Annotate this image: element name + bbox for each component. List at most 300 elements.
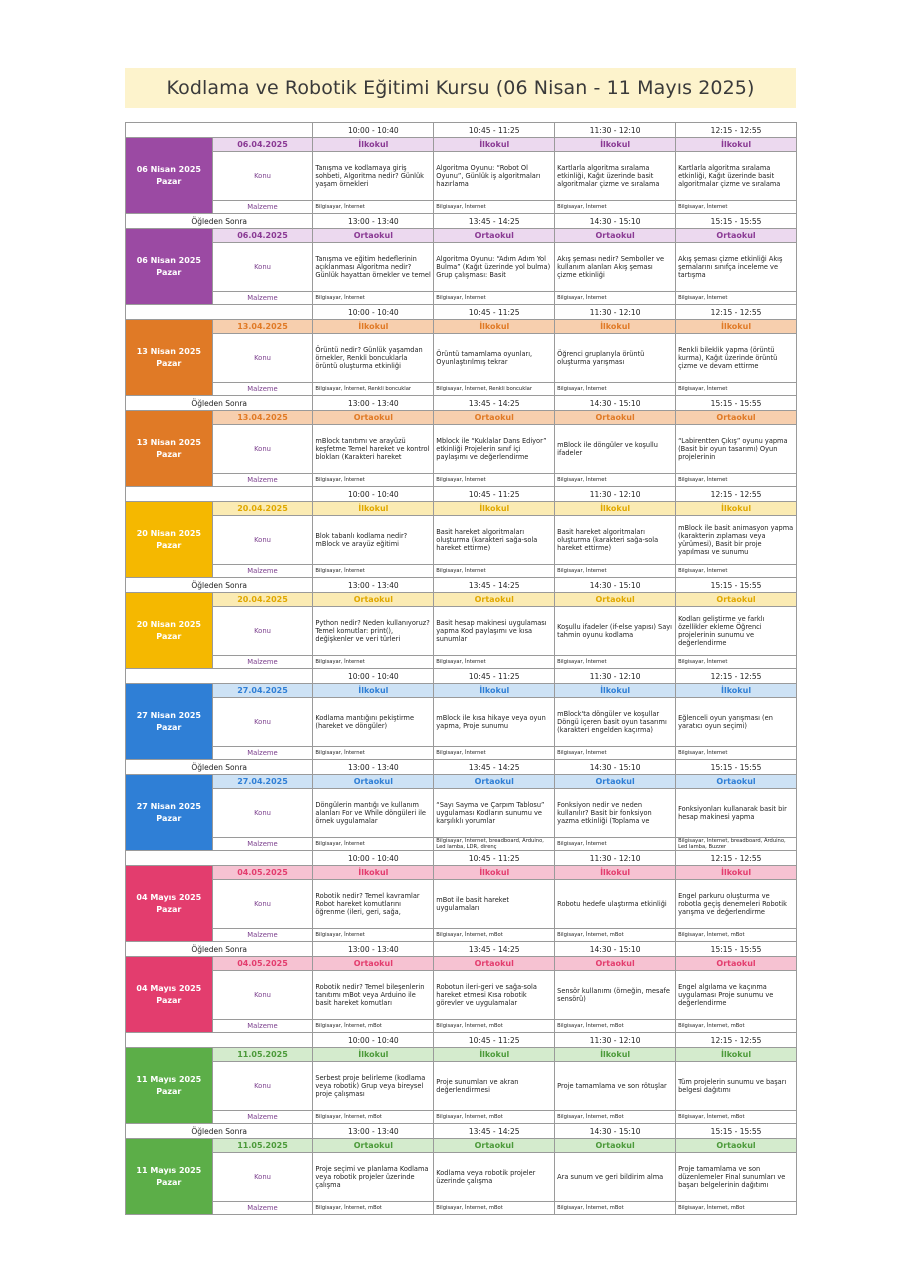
material-label: Malzeme [212, 474, 313, 487]
material-cell: Bilgisayar, İnternet [313, 565, 434, 578]
material-cell: Bilgisayar, İnternet [555, 292, 676, 305]
topic-cell: mBlock ile döngüler ve koşullu ifadeler [555, 425, 676, 474]
material-cell: Bilgisayar, İnternet [676, 747, 797, 760]
material-label: Malzeme [212, 383, 313, 396]
material-row [126, 383, 797, 396]
afternoon-label: Öğleden Sonra [126, 578, 313, 593]
level-label: İlkokul [555, 684, 676, 698]
day-cell: 11 Mayıs 2025 Pazar [126, 1048, 213, 1124]
topic-cell: “Labirentten Çıkış” oyunu yapma (Basit bir oyun tasarımı) Oyun projelerinin [676, 425, 797, 474]
day-cell: 27 Nisan 2025 Pazar [126, 775, 213, 851]
topic-row [126, 1153, 797, 1202]
session-header-row [126, 502, 797, 516]
topic-cell: Basit hesap makinesi uygulaması yapma Kod paylaşımı ve kısa sunumlar [434, 607, 555, 656]
level-label: İlkokul [555, 866, 676, 880]
session-header-row [126, 866, 797, 880]
material-cell: Bilgisayar, İnternet [676, 656, 797, 669]
level-label: İlkokul [434, 320, 555, 334]
topic-cell: Proje seçimi ve planlama Kodlama veya robotik projeler üzerinde çalışma [313, 1153, 434, 1202]
level-label: Ortaokul [676, 593, 797, 607]
time-slot: 15:15 - 15:55 [676, 942, 797, 957]
level-label: Ortaokul [313, 775, 434, 789]
topic-row [126, 880, 797, 929]
time-slot: 14:30 - 15:10 [555, 214, 676, 229]
time-row-spacer [126, 487, 313, 502]
level-label: Ortaokul [313, 229, 434, 243]
session-date: 04.05.2025 [212, 866, 313, 880]
time-slot: 14:30 - 15:10 [555, 942, 676, 957]
topic-cell: Proje sunumları ve akran değerlendirmesi [434, 1062, 555, 1111]
level-label: İlkokul [676, 502, 797, 516]
level-label: Ortaokul [676, 229, 797, 243]
page-title: Kodlama ve Robotik Eğitimi Kursu (06 Nisan - 11 Mayıs 2025) [166, 77, 755, 99]
time-slot: 13:00 - 13:40 [313, 760, 434, 775]
time-row [126, 1124, 797, 1139]
material-cell: Bilgisayar, İnternet [676, 474, 797, 487]
topic-row [126, 1062, 797, 1111]
time-slot: 15:15 - 15:55 [676, 578, 797, 593]
material-cell: Bilgisayar, İnternet [434, 656, 555, 669]
topic-cell: Robotu hedefe ulaştırma etkinliği [555, 880, 676, 929]
time-slot: 10:45 - 11:25 [434, 305, 555, 320]
level-label: İlkokul [313, 502, 434, 516]
session-header-row [126, 1139, 797, 1153]
topic-cell: Engel algılama ve kaçınma uygulaması Proje sunumu ve değerlendirme [676, 971, 797, 1020]
time-row [126, 214, 797, 229]
material-row [126, 1111, 797, 1124]
time-slot: 10:00 - 10:40 [313, 305, 434, 320]
topic-cell: Tanışma ve eğitim hedeflerinin açıklanması Algoritma nedir? Günlük hayattan örnekler ve temel [313, 243, 434, 292]
topic-label: Konu [212, 698, 313, 747]
topic-cell: Robotun ileri-geri ve sağa-sola hareket etmesi Kısa robotik görevler ve uygulamalar [434, 971, 555, 1020]
topic-cell: Mblock ile “Kuklalar Dans Ediyor” etkinliği Projelerin sınıf içi paylaşımı ve değerlendirme [434, 425, 555, 474]
topic-cell: Eğlenceli oyun yarışması (en yaratıcı oyun seçimi) [676, 698, 797, 747]
session-header-row [126, 1048, 797, 1062]
topic-row [126, 607, 797, 656]
day-cell: 20 Nisan 2025 Pazar [126, 502, 213, 578]
material-cell: Bilgisayar, İnternet, breadboard, Arduino, Led lamba, Buzzer [676, 838, 797, 851]
material-cell: Bilgisayar, İnternet, mBot [313, 1020, 434, 1033]
level-label: İlkokul [434, 138, 555, 152]
material-label: Malzeme [212, 1111, 313, 1124]
material-cell: Bilgisayar, İnternet, mBot [555, 929, 676, 942]
material-label: Malzeme [212, 1202, 313, 1215]
time-row-spacer [126, 669, 313, 684]
session-header-row [126, 593, 797, 607]
topic-row [126, 243, 797, 292]
topic-cell: Fonksiyonları kullanarak basit bir hesap makinesi yapma [676, 789, 797, 838]
topic-row [126, 971, 797, 1020]
level-label: İlkokul [313, 684, 434, 698]
level-label: İlkokul [434, 866, 555, 880]
level-label: Ortaokul [555, 411, 676, 425]
topic-cell: Sensör kullanımı (örneğin, mesafe sensörü) [555, 971, 676, 1020]
material-cell: Bilgisayar, İnternet [676, 201, 797, 214]
time-slot: 10:45 - 11:25 [434, 851, 555, 866]
level-label: Ortaokul [555, 593, 676, 607]
material-cell: Bilgisayar, İnternet [555, 656, 676, 669]
material-row [126, 292, 797, 305]
topic-cell: Kodlama mantığını pekiştirme (hareket ve döngüler) [313, 698, 434, 747]
time-slot: 12:15 - 12:55 [676, 487, 797, 502]
topic-cell: “Sayı Sayma ve Çarpım Tablosu” uygulaması Kodların sunumu ve karşılıklı yorumlar [434, 789, 555, 838]
time-slot: 13:00 - 13:40 [313, 1124, 434, 1139]
schedule-table [125, 122, 797, 1215]
topic-cell: Algoritma Oyunu: “Robot Ol Oyunu”, Günlük iş algoritmaları hazırlama [434, 152, 555, 201]
material-cell: Bilgisayar, İnternet [313, 838, 434, 851]
level-label: İlkokul [555, 1048, 676, 1062]
time-slot: 13:00 - 13:40 [313, 942, 434, 957]
time-row [126, 305, 797, 320]
level-label: Ortaokul [313, 957, 434, 971]
level-label: İlkokul [434, 502, 555, 516]
session-header-row [126, 138, 797, 152]
title-banner [125, 68, 796, 108]
time-slot: 10:45 - 11:25 [434, 1033, 555, 1048]
material-label: Malzeme [212, 747, 313, 760]
topic-row [126, 152, 797, 201]
topic-cell: Tanışma ve kodlamaya giriş sohbeti, Algoritma nedir? Günlük yaşam örnekleri [313, 152, 434, 201]
material-label: Malzeme [212, 201, 313, 214]
material-label: Malzeme [212, 292, 313, 305]
topic-cell: Kodları geliştirme ve farklı özellikler ekleme Öğrenci projelerinin sunumu ve değerlendirme [676, 607, 797, 656]
time-row [126, 578, 797, 593]
material-cell: Bilgisayar, İnternet [555, 201, 676, 214]
session-date: 11.05.2025 [212, 1048, 313, 1062]
time-slot: 14:30 - 15:10 [555, 396, 676, 411]
topic-cell: Örüntü tamamlama oyunları, Oyunlaştırılmış tekrar [434, 334, 555, 383]
material-cell: Bilgisayar, İnternet [555, 565, 676, 578]
level-label: Ortaokul [313, 411, 434, 425]
time-row [126, 851, 797, 866]
time-row-spacer [126, 305, 313, 320]
session-date: 20.04.2025 [212, 502, 313, 516]
session-date: 13.04.2025 [212, 411, 313, 425]
session-date: 20.04.2025 [212, 593, 313, 607]
day-cell: 27 Nisan 2025 Pazar [126, 684, 213, 760]
topic-cell: Döngülerin mantığı ve kullanım alanları For ve While döngüleri ile örnek uygulamalar [313, 789, 434, 838]
material-cell: Bilgisayar, İnternet, mBot [313, 1202, 434, 1215]
topic-label: Konu [212, 880, 313, 929]
session-date: 13.04.2025 [212, 320, 313, 334]
material-cell: Bilgisayar, İnternet [676, 383, 797, 396]
material-cell: Bilgisayar, İnternet, mBot [434, 929, 555, 942]
time-slot: 13:45 - 14:25 [434, 1124, 555, 1139]
level-label: İlkokul [313, 866, 434, 880]
level-label: Ortaokul [555, 1139, 676, 1153]
day-cell: 13 Nisan 2025 Pazar [126, 411, 213, 487]
time-slot: 10:00 - 10:40 [313, 487, 434, 502]
time-row [126, 123, 797, 138]
topic-cell: Robotik nedir? Temel bileşenlerin tanıtımı mBot veya Arduino ile basit hareket komutları [313, 971, 434, 1020]
topic-cell: Basit hareket algoritmaları oluşturma (karakteri sağa-sola hareket ettirme) [434, 516, 555, 565]
level-label: İlkokul [676, 866, 797, 880]
session-header-row [126, 320, 797, 334]
time-slot: 13:45 - 14:25 [434, 760, 555, 775]
topic-label: Konu [212, 152, 313, 201]
day-cell: 04 Mayıs 2025 Pazar [126, 866, 213, 942]
material-cell: Bilgisayar, İnternet, mBot [676, 929, 797, 942]
topic-label: Konu [212, 1153, 313, 1202]
time-slot: 15:15 - 15:55 [676, 1124, 797, 1139]
time-row-spacer [126, 1033, 313, 1048]
material-cell: Bilgisayar, İnternet [676, 565, 797, 578]
material-row [126, 1202, 797, 1215]
topic-label: Konu [212, 1062, 313, 1111]
topic-cell: Proje tamamlama ve son düzenlemeler Final sunumları ve başarı belgelerinin dağıtımı [676, 1153, 797, 1202]
material-cell: Bilgisayar, İnternet, mBot [555, 1020, 676, 1033]
session-header-row [126, 411, 797, 425]
level-label: Ortaokul [434, 411, 555, 425]
material-cell: Bilgisayar, İnternet [434, 201, 555, 214]
level-label: İlkokul [434, 684, 555, 698]
time-slot: 14:30 - 15:10 [555, 578, 676, 593]
time-slot: 15:15 - 15:55 [676, 760, 797, 775]
session-header-row [126, 684, 797, 698]
material-cell: Bilgisayar, İnternet, mBot [434, 1202, 555, 1215]
level-label: İlkokul [555, 138, 676, 152]
topic-row [126, 516, 797, 565]
level-label: Ortaokul [434, 229, 555, 243]
topic-cell: Blok tabanlı kodlama nedir? mBlock ve arayüz eğitimi [313, 516, 434, 565]
material-cell: Bilgisayar, İnternet, mBot [676, 1111, 797, 1124]
level-label: Ortaokul [676, 957, 797, 971]
time-slot: 12:15 - 12:55 [676, 305, 797, 320]
topic-cell: Kartlarla algoritma sıralama etkinliği, Kağıt üzerinde basit algoritmalar çizme ve sıralama [676, 152, 797, 201]
time-slot: 11:30 - 12:10 [555, 305, 676, 320]
time-slot: 13:00 - 13:40 [313, 396, 434, 411]
topic-cell: Kartlarla algoritma sıralama etkinliği, Kağıt üzerinde basit algoritmalar çizme ve sıralama [555, 152, 676, 201]
session-date: 11.05.2025 [212, 1139, 313, 1153]
day-cell: 06 Nisan 2025 Pazar [126, 229, 213, 305]
session-header-row [126, 957, 797, 971]
time-slot: 12:15 - 12:55 [676, 851, 797, 866]
time-slot: 10:45 - 11:25 [434, 487, 555, 502]
topic-label: Konu [212, 334, 313, 383]
time-slot: 15:15 - 15:55 [676, 396, 797, 411]
topic-cell: mBlock ile basit animasyon yapma (karakterin zıplaması veya yürümesi), Basit bir proje yapılması ve sunumu [676, 516, 797, 565]
level-label: İlkokul [313, 320, 434, 334]
level-label: Ortaokul [676, 775, 797, 789]
material-cell: Bilgisayar, İnternet [434, 747, 555, 760]
time-row [126, 942, 797, 957]
time-slot: 12:15 - 12:55 [676, 1033, 797, 1048]
time-row [126, 487, 797, 502]
time-slot: 11:30 - 12:10 [555, 1033, 676, 1048]
session-date: 06.04.2025 [212, 138, 313, 152]
topic-cell: Akış şeması çizme etkinliği Akış şemalarını sınıfça inceleme ve tartışma [676, 243, 797, 292]
time-slot: 10:00 - 10:40 [313, 669, 434, 684]
time-row [126, 669, 797, 684]
time-slot: 13:00 - 13:40 [313, 578, 434, 593]
time-slot: 11:30 - 12:10 [555, 669, 676, 684]
topic-row [126, 425, 797, 474]
material-cell: Bilgisayar, İnternet [313, 474, 434, 487]
material-cell: Bilgisayar, İnternet, mBot [676, 1020, 797, 1033]
topic-cell: Tüm projelerin sunumu ve başarı belgesi dağıtımı [676, 1062, 797, 1111]
topic-cell: mBlock tanıtımı ve arayüzü keşfetme Temel hareket ve kontrol blokları (Karakteri hareket [313, 425, 434, 474]
topic-label: Konu [212, 425, 313, 474]
material-cell: Bilgisayar, İnternet, mBot [434, 1111, 555, 1124]
time-slot: 13:45 - 14:25 [434, 942, 555, 957]
time-slot: 13:45 - 14:25 [434, 396, 555, 411]
material-row [126, 929, 797, 942]
time-slot: 10:45 - 11:25 [434, 669, 555, 684]
material-cell: Bilgisayar, İnternet [313, 747, 434, 760]
afternoon-label: Öğleden Sonra [126, 214, 313, 229]
material-row [126, 656, 797, 669]
day-cell: 11 Mayıs 2025 Pazar [126, 1139, 213, 1215]
topic-cell: mBlock ile kısa hikaye veya oyun yapma, Proje sunumu [434, 698, 555, 747]
material-label: Malzeme [212, 565, 313, 578]
material-cell: Bilgisayar, İnternet, mBot [555, 1111, 676, 1124]
level-label: Ortaokul [313, 1139, 434, 1153]
topic-cell: Basit hareket algoritmaları oluşturma (karakteri sağa-sola hareket ettirme) [555, 516, 676, 565]
session-date: 06.04.2025 [212, 229, 313, 243]
material-cell: Bilgisayar, İnternet [313, 292, 434, 305]
session-header-row [126, 775, 797, 789]
topic-cell: Kodlama veya robotik projeler üzerinde çalışma [434, 1153, 555, 1202]
material-cell: Bilgisayar, İnternet [313, 201, 434, 214]
time-slot: 12:15 - 12:55 [676, 123, 797, 138]
time-slot: 13:45 - 14:25 [434, 214, 555, 229]
material-cell: Bilgisayar, İnternet, mBot [434, 1020, 555, 1033]
topic-cell: Fonksiyon nedir ve neden kullanılır? Basit bir fonksiyon yazma etkinliği (Toplama ve [555, 789, 676, 838]
material-row [126, 1020, 797, 1033]
afternoon-label: Öğleden Sonra [126, 396, 313, 411]
level-label: İlkokul [676, 320, 797, 334]
topic-label: Konu [212, 789, 313, 838]
topic-cell: Algoritma Oyunu: “Adım Adım Yol Bulma” (Kağıt üzerinde yol bulma) Grup çalışması: Basit [434, 243, 555, 292]
level-label: İlkokul [313, 138, 434, 152]
day-cell: 04 Mayıs 2025 Pazar [126, 957, 213, 1033]
time-slot: 11:30 - 12:10 [555, 123, 676, 138]
time-slot: 10:00 - 10:40 [313, 1033, 434, 1048]
topic-label: Konu [212, 243, 313, 292]
level-label: İlkokul [555, 502, 676, 516]
topic-cell: Proje tamamlama ve son rötuşlar [555, 1062, 676, 1111]
time-row [126, 396, 797, 411]
level-label: İlkokul [676, 684, 797, 698]
level-label: Ortaokul [434, 957, 555, 971]
topic-row [126, 334, 797, 383]
material-row [126, 201, 797, 214]
time-row-spacer [126, 851, 313, 866]
material-cell: Bilgisayar, İnternet [676, 292, 797, 305]
material-cell: Bilgisayar, İnternet [555, 838, 676, 851]
session-header-row [126, 229, 797, 243]
material-label: Malzeme [212, 838, 313, 851]
level-label: İlkokul [676, 138, 797, 152]
topic-cell: Örüntü nedir? Günlük yaşamdan örnekler, Renkli boncuklarla örüntü oluşturma etkinliği [313, 334, 434, 383]
topic-label: Konu [212, 607, 313, 656]
afternoon-label: Öğleden Sonra [126, 760, 313, 775]
level-label: Ortaokul [434, 1139, 555, 1153]
level-label: İlkokul [676, 1048, 797, 1062]
material-row [126, 565, 797, 578]
material-cell: Bilgisayar, İnternet [434, 565, 555, 578]
day-cell: 13 Nisan 2025 Pazar [126, 320, 213, 396]
level-label: Ortaokul [313, 593, 434, 607]
topic-cell: mBlock'ta döngüler ve koşullar Döngü içeren basit oyun tasarımı (karakteri engelden kaçırma) [555, 698, 676, 747]
topic-cell: Python nedir? Neden kullanıyoruz? Temel komutlar: print(), değişkenler ve veri türleri [313, 607, 434, 656]
material-label: Malzeme [212, 1020, 313, 1033]
level-label: Ortaokul [555, 957, 676, 971]
time-slot: 14:30 - 15:10 [555, 760, 676, 775]
material-row [126, 838, 797, 851]
material-cell: Bilgisayar, İnternet [434, 292, 555, 305]
topic-cell: Serbest proje belirleme (kodlama veya robotik) Grup veya bireysel proje çalışması [313, 1062, 434, 1111]
level-label: İlkokul [434, 1048, 555, 1062]
time-slot: 11:30 - 12:10 [555, 487, 676, 502]
topic-row [126, 698, 797, 747]
topic-cell: Öğrenci gruplarıyla örüntü oluşturma yarışması [555, 334, 676, 383]
topic-cell: Engel parkuru oluşturma ve robotla geçiş denemeleri Robotik yarışma ve değerlendirme [676, 880, 797, 929]
topic-cell: Renkli bileklik yapma (örüntü kurma), Kağıt üzerinde örüntü çizme ve devam ettirme [676, 334, 797, 383]
material-cell: Bilgisayar, İnternet [555, 383, 676, 396]
afternoon-label: Öğleden Sonra [126, 942, 313, 957]
time-row [126, 1033, 797, 1048]
topic-cell: Akış şeması nedir? Semboller ve kullanım alanları Akış şeması çizme etkinliği [555, 243, 676, 292]
material-row [126, 474, 797, 487]
time-row-spacer [126, 123, 313, 138]
material-label: Malzeme [212, 656, 313, 669]
level-label: Ortaokul [676, 1139, 797, 1153]
material-cell: Bilgisayar, İnternet, mBot [313, 1111, 434, 1124]
material-row [126, 747, 797, 760]
material-cell: Bilgisayar, İnternet, mBot [555, 1202, 676, 1215]
topic-label: Konu [212, 971, 313, 1020]
time-slot: 13:00 - 13:40 [313, 214, 434, 229]
level-label: İlkokul [313, 1048, 434, 1062]
material-cell: Bilgisayar, İnternet [313, 929, 434, 942]
material-cell: Bilgisayar, İnternet [434, 474, 555, 487]
material-cell: Bilgisayar, İnternet, Renkli boncuklar [434, 383, 555, 396]
topic-cell: Ara sunum ve geri bildirim alma [555, 1153, 676, 1202]
schedule-body [126, 123, 797, 1215]
session-date: 27.04.2025 [212, 684, 313, 698]
topic-row [126, 789, 797, 838]
time-slot: 10:00 - 10:40 [313, 123, 434, 138]
time-slot: 10:00 - 10:40 [313, 851, 434, 866]
level-label: İlkokul [555, 320, 676, 334]
time-slot: 13:45 - 14:25 [434, 578, 555, 593]
level-label: Ortaokul [555, 229, 676, 243]
afternoon-label: Öğleden Sonra [126, 1124, 313, 1139]
topic-cell: mBot ile basit hareket uygulamaları [434, 880, 555, 929]
time-row [126, 760, 797, 775]
time-slot: 15:15 - 15:55 [676, 214, 797, 229]
level-label: Ortaokul [434, 775, 555, 789]
material-cell: Bilgisayar, İnternet [313, 656, 434, 669]
level-label: Ortaokul [434, 593, 555, 607]
material-cell: Bilgisayar, İnternet, Renkli boncuklar [313, 383, 434, 396]
material-cell: Bilgisayar, İnternet [555, 747, 676, 760]
time-slot: 11:30 - 12:10 [555, 851, 676, 866]
day-cell: 06 Nisan 2025 Pazar [126, 138, 213, 214]
session-date: 04.05.2025 [212, 957, 313, 971]
topic-cell: Koşullu ifadeler (if-else yapısı) Sayı tahmin oyunu kodlama [555, 607, 676, 656]
material-cell: Bilgisayar, İnternet, mBot [676, 1202, 797, 1215]
level-label: Ortaokul [555, 775, 676, 789]
time-slot: 10:45 - 11:25 [434, 123, 555, 138]
session-date: 27.04.2025 [212, 775, 313, 789]
time-slot: 14:30 - 15:10 [555, 1124, 676, 1139]
time-slot: 12:15 - 12:55 [676, 669, 797, 684]
topic-cell: Robotik nedir? Temel kavramlar Robot hareket komutlarını öğrenme (ileri, geri, sağa, [313, 880, 434, 929]
material-cell: Bilgisayar, İnternet [555, 474, 676, 487]
topic-label: Konu [212, 516, 313, 565]
